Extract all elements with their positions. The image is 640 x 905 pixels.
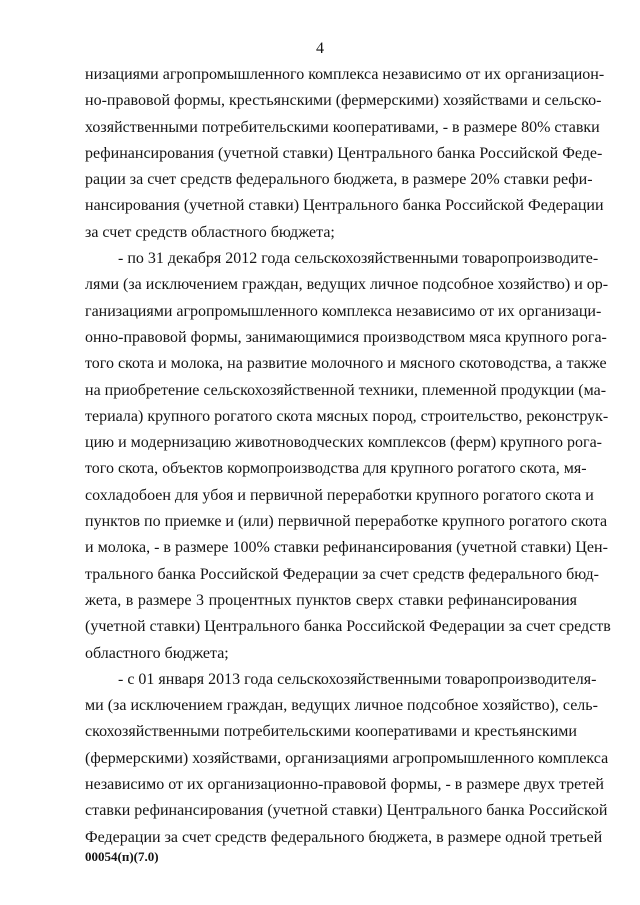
text-line: хозяйственными потребительскими кооперативами, - в размере 80% ставки: [85, 118, 600, 136]
text-line: рации за счет средств федерального бюджета, в размере 20% ставки рефи-: [85, 171, 593, 189]
text-line: онно-правовой формы, занимающимися производством мяса крупного рога-: [85, 328, 607, 346]
text-line: скохозяйственными потребительскими кооперативами и крестьянскими: [85, 723, 577, 741]
text-line: ставки рефинансирования (учетной ставки) Центрального банка Российской: [85, 802, 608, 820]
text-line: Федерации за счет средств федерального бюджета, в размере одной третьей: [85, 828, 603, 846]
text-line: того скота и молока, на развитие молочного и мясного скотоводства, а также: [85, 355, 607, 373]
document-code: 00054(п)(7.0): [85, 849, 159, 864]
document-body: [85, 62, 611, 851]
text-line: лями (за исключением граждан, ведущих личное подсобное хозяйство) и ор-: [85, 276, 609, 294]
text-line: жета, в размере 3 процентных пунктов сверх ставки рефинансирования: [85, 591, 577, 609]
text-line: пунктов по приемке и (или) первичной переработке крупного рогатого скота: [85, 513, 608, 531]
text-line: - с 01 января 2013 года сельскохозяйственными товаропроизводителя-: [118, 670, 597, 688]
text-line: ми (за исключением граждан, ведущих личное подсобное хозяйство), сель-: [85, 697, 598, 715]
text-line: цию и модернизацию животноводческих комплексов (ферм) крупного рога-: [85, 434, 602, 452]
text-line: - по 31 декабря 2012 года сельскохозяйственными товаропроизводите-: [118, 250, 599, 268]
text-line: за счет средств областного бюджета;: [85, 223, 335, 241]
text-line: на приобретение сельскохозяйственной техники, племенной продукции (ма-: [85, 381, 607, 399]
text-line: териала) крупного рогатого скота мясных пород, строительство, реконструк-: [85, 407, 609, 425]
text-line: областного бюджета;: [85, 644, 229, 662]
text-line: но-правовой формы, крестьянскими (фермерскими) хозяйствами и сельско-: [85, 92, 602, 110]
text-line: ганизациями агропромышленного комплекса независимо от их организаци-: [85, 302, 602, 320]
text-line: (фермерскими) хозяйствами, организациями агропромышленного комплекса: [85, 749, 609, 767]
text-line: (учетной ставки) Центрального банка Российской Федерации за счет средств: [85, 618, 611, 636]
page-number: 4: [316, 40, 324, 57]
text-line: рефинансирования (учетной ставки) Центрального банка Российской Феде-: [85, 144, 603, 162]
text-line: низациями агропромышленного комплекса независимо от их организацион-: [85, 66, 605, 83]
text-line: нансирования (учетной ставки) Центрального банка Российской Федерации: [85, 197, 604, 215]
text-line: и молока, - в размере 100% ставки рефинансирования (учетной ставки) Цен-: [85, 539, 608, 557]
text-line: того скота, объектов кормопроизводства для крупного рогатого скота, мя-: [85, 460, 587, 478]
text-line: сохладобоен для убоя и первичной переработки крупного рогатого скота и: [85, 486, 594, 504]
text-line: независимо от их организационно-правовой формы, - в размере двух третей: [85, 776, 604, 794]
text-line: трального банка Российской Федерации за счет средств федерального бюд-: [85, 565, 599, 583]
